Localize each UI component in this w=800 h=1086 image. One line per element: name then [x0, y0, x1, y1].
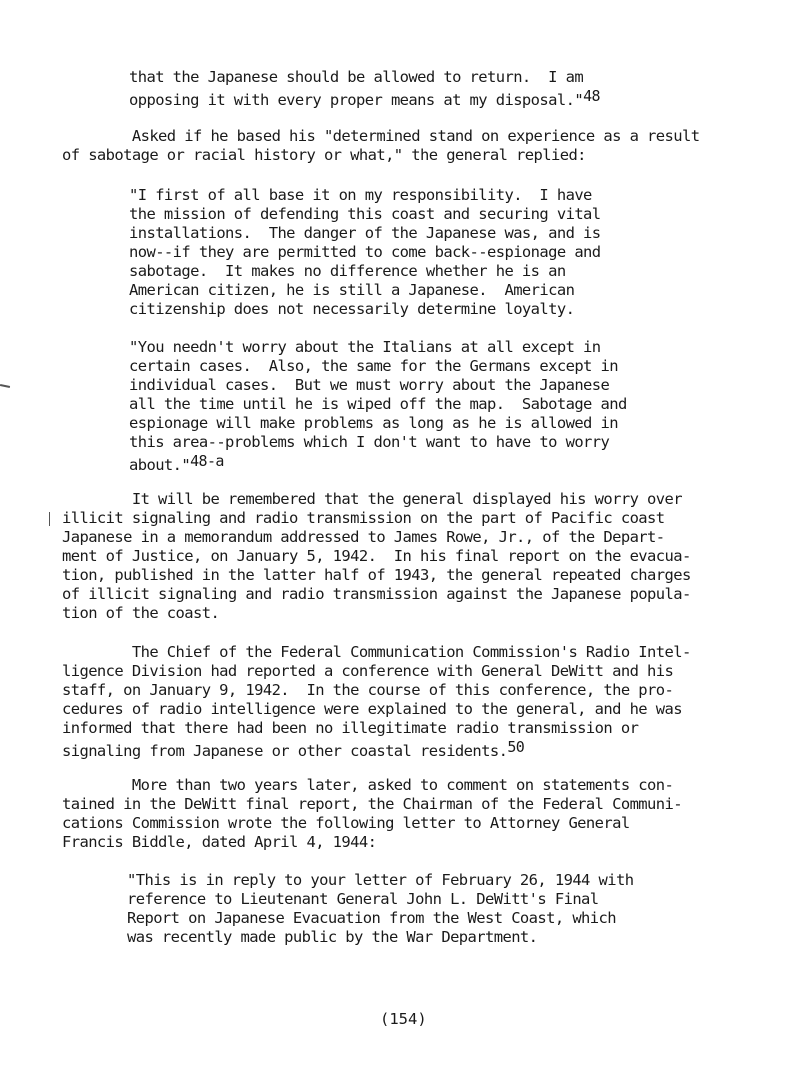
- line-text: cations Commission wrote the following letter to Attorney General: [62, 814, 630, 832]
- footnote-ref: 50: [507, 738, 525, 756]
- line-text: the mission of defending this coast and securing vital: [129, 205, 601, 223]
- line-text: ligence Division had reported a conference with General DeWitt and his: [62, 662, 674, 680]
- quote-line: [129, 87, 600, 110]
- line-text: It will be remembered that the general displayed his worry over: [62, 490, 682, 508]
- paragraph-line: [62, 700, 682, 719]
- quote-line: [129, 433, 609, 452]
- line-text: informed that there had been no illegitimate radio transmission or: [62, 719, 639, 737]
- paragraph-line: [62, 566, 691, 585]
- line-text: signaling from Japanese or other coastal residents.: [62, 742, 508, 760]
- line-text: was recently made public by the War Department.: [127, 928, 538, 946]
- line-text: "I first of all base it on my responsibility. I have: [129, 186, 592, 204]
- paragraph-line: [62, 643, 691, 662]
- quote-line: [129, 376, 609, 395]
- line-text: citizenship does not necessarily determine loyalty.: [129, 300, 575, 318]
- paragraph-line: [62, 719, 638, 738]
- paragraph-line: [62, 681, 673, 700]
- quote-line: [129, 262, 566, 281]
- quote-line: [129, 300, 574, 319]
- quote-line: [127, 909, 616, 928]
- line-text: of illicit signaling and radio transmission against the Japanese popula-: [62, 585, 691, 603]
- quote-line: [129, 205, 601, 224]
- paragraph-line: [62, 509, 665, 528]
- quote-line: [129, 68, 583, 87]
- line-text: installations. The danger of the Japanese was, and is: [129, 224, 601, 242]
- quote-line: [127, 871, 633, 890]
- quote-line: [129, 395, 627, 414]
- margin-bar: [49, 512, 50, 526]
- paragraph-line: [62, 814, 630, 833]
- paragraph-line: [62, 146, 586, 165]
- line-text: ment of Justice, on January 5, 1942. In his final report on the evacua-: [62, 547, 691, 565]
- quote-line: [127, 890, 599, 909]
- line-text: "You needn't worry about the Italians at all except in: [129, 338, 601, 356]
- paragraph-line: [62, 662, 673, 681]
- paragraph-line: [62, 490, 682, 509]
- line-text: Report on Japanese Evacuation from the West Coast, which: [127, 909, 616, 927]
- quote-line: [127, 928, 537, 947]
- line-text: opposing it with every proper means at my disposal.": [129, 91, 584, 109]
- paragraph-line: [62, 127, 699, 146]
- line-text: More than two years later, asked to comment on statements con-: [62, 776, 674, 794]
- line-text: now--if they are permitted to come back--espionage and: [129, 243, 601, 261]
- line-text: sabotage. It makes no difference whether he is an: [129, 262, 566, 280]
- line-text: that the Japanese should be allowed to return. I am: [129, 68, 584, 86]
- paragraph-line: [62, 795, 682, 814]
- line-text: of sabotage or racial history or what," the general replied:: [62, 146, 586, 164]
- paragraph-line: [62, 528, 665, 547]
- paragraph-line: [62, 738, 524, 761]
- line-text: Francis Biddle, dated April 4, 1944:: [62, 833, 377, 851]
- line-text: reference to Lieutenant General John L. DeWitt's Final: [127, 890, 599, 908]
- line-text: about.": [129, 456, 191, 474]
- paragraph-line: [62, 833, 376, 852]
- page-number: (154): [380, 1010, 427, 1028]
- line-text: tion, published in the latter half of 1943, the general repeated charges: [62, 566, 691, 584]
- quote-line: [129, 186, 592, 205]
- line-text: espionage will make problems as long as he is allowed in: [129, 414, 618, 432]
- line-text: cedures of radio intelligence were explained to the general, and he was: [62, 700, 682, 718]
- footnote-ref: 48: [583, 87, 600, 105]
- line-text: tion of the coast.: [62, 604, 220, 622]
- line-text: certain cases. Also, the same for the Germans except in: [129, 357, 618, 375]
- paragraph-line: [62, 604, 219, 623]
- paragraph-line: [62, 585, 691, 604]
- quote-line: [129, 452, 224, 475]
- line-text: all the time until he is wiped off the map. Sabotage and: [129, 395, 627, 413]
- quote-line: [129, 338, 601, 357]
- footnote-ref: 48-a: [190, 452, 224, 470]
- quote-line: [129, 224, 601, 243]
- line-text: American citizen, he is still a Japanese. American: [129, 281, 575, 299]
- quote-line: [129, 414, 618, 433]
- line-text: individual cases. But we must worry about the Japanese: [129, 376, 610, 394]
- paragraph-line: [62, 547, 691, 566]
- line-text: tained in the DeWitt final report, the Chairman of the Federal Communi-: [62, 795, 682, 813]
- quote-line: [129, 357, 618, 376]
- line-text: "This is in reply to your letter of February 26, 1944 with: [127, 871, 634, 889]
- line-text: staff, on January 9, 1942. In the course of this conference, the pro-: [62, 681, 674, 699]
- line-text: Japanese in a memorandum addressed to James Rowe, Jr., of the Depart-: [62, 528, 665, 546]
- margin-mark: [0, 384, 10, 388]
- line-text: illicit signaling and radio transmission on the part of Pacific coast: [62, 509, 665, 527]
- paragraph-line: [62, 776, 673, 795]
- quote-line: [129, 281, 574, 300]
- line-text: Asked if he based his "determined stand on experience as a result: [62, 127, 700, 145]
- line-text: this area--problems which I don't want to have to worry: [129, 433, 610, 451]
- quote-line: [129, 243, 601, 262]
- line-text: The Chief of the Federal Communication Commission's Radio Intel-: [62, 643, 691, 661]
